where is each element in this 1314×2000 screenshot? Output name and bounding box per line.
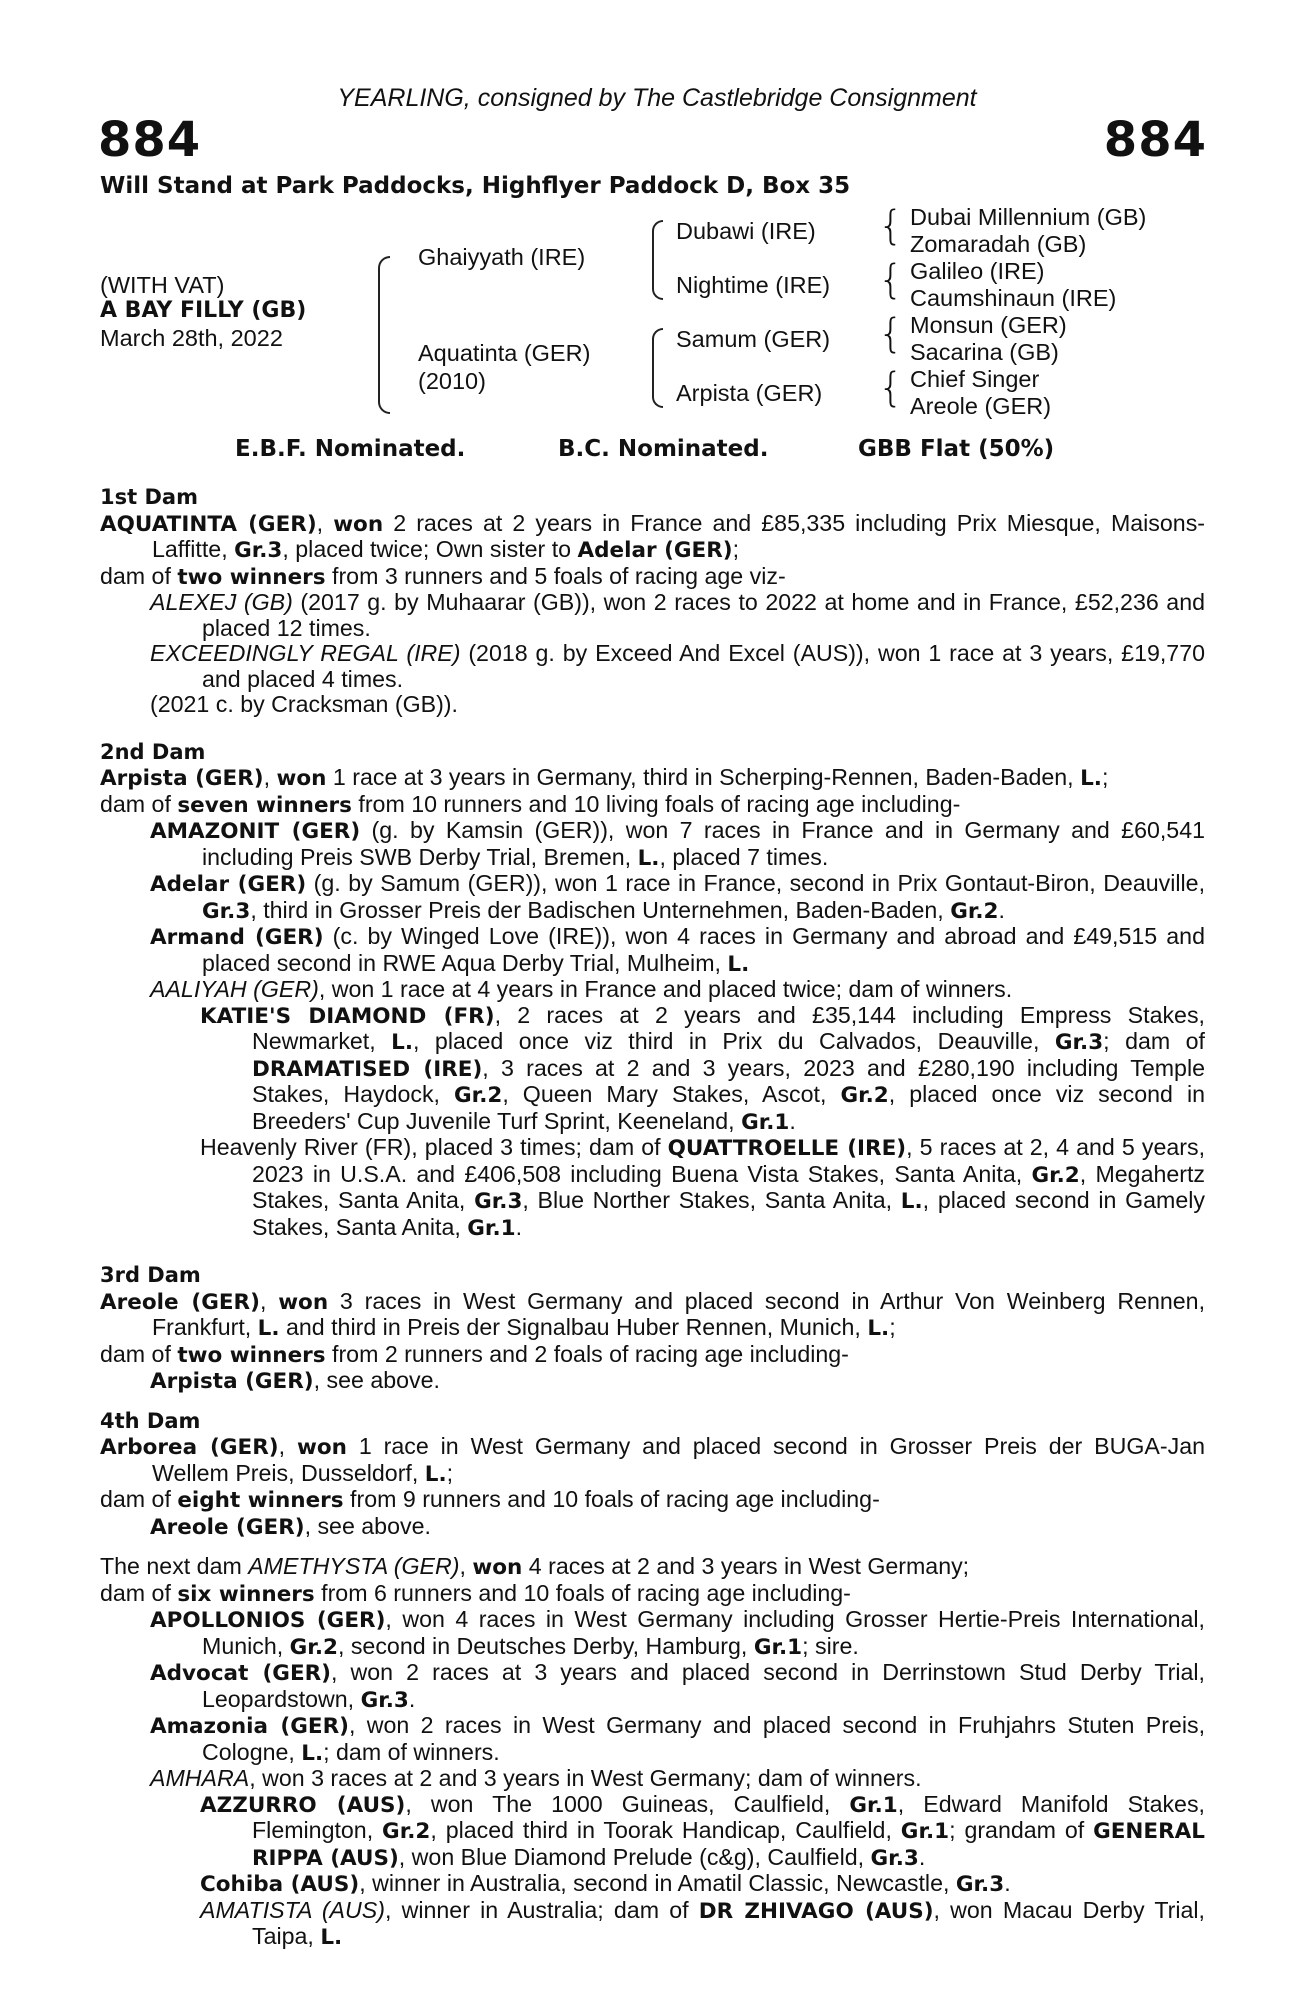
grade-gr1: Gr.1 — [741, 1109, 790, 1135]
sire-sire: Dubawi (IRE) — [676, 218, 816, 244]
progeny-text: (2017 g. by Muhaarar (GB)), won 2 races to 2022 at home and in France, £52,236 and placed 12 times. — [202, 589, 1205, 641]
winners-count: eight winners — [177, 1488, 344, 1513]
progeny-areole-ref — [100, 1514, 1205, 1541]
first-dam-name: AQUATINTA (GER) — [100, 511, 317, 537]
consignor-line: YEARLING, consigned by The Castlebridge Consignment — [337, 84, 977, 112]
progeny-name: Advocat (GER) — [150, 1661, 332, 1686]
grade-gr3: Gr.3 — [870, 1845, 919, 1871]
winners-count: two winners — [177, 564, 326, 590]
gen3-1: Dubai Millennium (GB) — [910, 204, 1147, 230]
winners-count: two winners — [177, 1342, 326, 1368]
next-dam-entry — [100, 1554, 1205, 1581]
third-dam-summary — [100, 1342, 1205, 1369]
bc-nomination: B.C. Nominated. — [558, 436, 769, 462]
dam-of: dam of — [100, 1340, 178, 1367]
dam-name: Aquatinta (GER) — [418, 340, 591, 366]
vat-note: (WITH VAT) — [100, 272, 225, 298]
fourth-dam-line1: 1 race in West Germany and placed second in Grosser Preis der BUGA-Jan Wellem Preis, Dusseldorf, — [152, 1433, 1205, 1486]
progeny-name: APOLLONIOS (GER) — [150, 1608, 386, 1633]
fourth-dam-summary — [100, 1487, 1205, 1514]
lot-number-left: 884 — [98, 112, 202, 168]
third-dam-heading: 3rd Dam — [100, 1263, 201, 1287]
first-dam-summary — [100, 564, 1205, 591]
punct: ; — [732, 536, 740, 562]
next-dam-summary — [100, 1581, 1205, 1608]
grade-listed: L. — [301, 1740, 324, 1766]
grade-gr2: Gr.2 — [454, 1083, 503, 1108]
progeny-text: , placed second in Gamely Stakes, Santa Anita, — [252, 1187, 1206, 1240]
progeny-text: , won 2 races in West Germany and placed second in Fruhjahrs Stuten Preis, Cologne, — [202, 1712, 1206, 1765]
gen3-2: Zomaradah (GB) — [910, 231, 1087, 257]
won-label: won — [276, 766, 327, 791]
progeny-text: ; dam of winners. — [323, 1738, 500, 1765]
progeny-name: QUATTROELLE (IRE) — [667, 1136, 907, 1161]
progeny-text: ; sire. — [802, 1632, 859, 1659]
progeny-text: ; grandam of — [949, 1817, 1094, 1843]
gen3-6: Sacarina (GB) — [910, 339, 1059, 365]
progeny-name: AMHARA — [150, 1765, 250, 1791]
progeny-text: , see above. — [304, 1512, 431, 1539]
stand-location: Will Stand at Park Paddocks, Highflyer Paddock D, Box 35 — [100, 173, 851, 199]
grade-gr3: Gr.3 — [955, 1872, 1005, 1897]
grade-gr2: Gr.2 — [382, 1819, 431, 1844]
fourth-dam-heading: 4th Dam — [100, 1408, 201, 1433]
grade-gr2: Gr.2 — [840, 1083, 889, 1108]
grade-listed: L. — [391, 1030, 414, 1055]
gen3-8: Areole (GER) — [910, 393, 1052, 419]
grade-gr2: Gr.2 — [289, 1634, 338, 1660]
progeny-text: (c. by Winged Love (IRE)), won 4 races in Germany and abroad and £49,515 and placed second in RWE Aqua Derby Trial, Mulheim, — [202, 923, 1205, 976]
first-dam-line1: 2 races at 2 years in France and £85,335 including Prix Miesque, Maisons-Laffitte, — [152, 509, 1206, 562]
punct: , — [459, 1553, 473, 1579]
grade-gr2: Gr.2 — [950, 898, 999, 924]
progeny-text: , won 1 race at 4 years in France and placed twice; dam of winners. — [318, 976, 1013, 1002]
second-dam-summary — [100, 792, 1205, 819]
third-dam-line1: 3 races in West Germany and placed second in Arthur Von Weinberg Rennen, Frankfurt, — [152, 1287, 1206, 1340]
progeny-arpista-ref — [100, 1368, 1205, 1395]
progeny-amazonit — [100, 818, 1205, 871]
next-dam-intro: The next dam — [100, 1553, 249, 1579]
grade-gr1: Gr.1 — [900, 1819, 950, 1844]
grade-listed: L. — [320, 1925, 343, 1950]
grade-gr3: Gr.3 — [474, 1189, 523, 1214]
grade-gr3: Gr.3 — [360, 1687, 409, 1713]
punct: . — [515, 1213, 523, 1240]
gbb-flat: GBB Flat (50%) — [858, 436, 1055, 462]
progeny-name: DRAMATISED (IRE) — [252, 1056, 483, 1082]
gen3-5: Monsun (GER) — [910, 312, 1067, 338]
third-dam-line1b: and third in Preis der Signalbau Huber Rennen, Munich, — [279, 1314, 868, 1340]
dam-sire: Samum (GER) — [676, 326, 831, 352]
dam-year: (2010) — [418, 368, 486, 394]
foaling-date: March 28th, 2022 — [100, 325, 283, 351]
second-dam-line1: 1 race at 3 years in Germany, third in Scherping-Rennen, Baden-Baden, — [326, 764, 1081, 790]
progeny-text: , won Blue Diamond Prelude (c&g), Caulfield, — [398, 1843, 871, 1870]
punct: ; — [1101, 764, 1109, 790]
dam-of-rest: from 3 runners and 5 foals of racing age viz- — [325, 562, 786, 589]
grade-listed: L. — [637, 845, 660, 871]
progeny-name: AMATISTA (AUS) — [200, 1896, 385, 1923]
progeny-name: DR ZHIVAGO (AUS) — [698, 1898, 934, 1924]
progeny-amazonia — [100, 1713, 1205, 1766]
progeny-text: , placed 7 times. — [659, 843, 829, 870]
adelar-ref: Adelar (GER) — [577, 538, 733, 563]
pedigree-bracket-dam — [652, 328, 663, 408]
pedigree-bracket-sire — [652, 220, 663, 300]
progeny-heavenly-river — [100, 1135, 1205, 1241]
progeny-text: , third in Grosser Preis der Badischen Unternehmen, Baden-Baden, — [250, 896, 951, 923]
progeny-text: , won 4 races in West Germany including Grosser Hertie-Preis International, Munich, — [202, 1606, 1205, 1659]
gen3-4: Caumshinaun (IRE) — [910, 285, 1117, 311]
dam-of-rest: from 9 runners and 10 foals of racing age including- — [343, 1486, 880, 1512]
progeny-text: (g. by Kamsin (GER)), won 7 races in France and in Germany and £60,541 including Preis SWB Derby Trial, Bremen, — [202, 817, 1205, 870]
dam-of-rest: from 10 runners and 10 living foals of racing age including- — [351, 790, 961, 817]
progeny-text: , Queen Mary Stakes, Ascot, — [502, 1081, 841, 1107]
winners-count: six winners — [177, 1581, 315, 1607]
progeny-name: Armand (GER) — [150, 925, 324, 950]
grade-gr3: Gr.3 — [202, 898, 251, 924]
progeny-text: , second in Deutsches Derby, Hamburg, — [337, 1632, 754, 1659]
brace-3: { — [878, 311, 904, 357]
progeny-name: Areole (GER) — [150, 1514, 305, 1540]
won-label: won — [278, 1289, 329, 1315]
progeny-name: Arpista (GER) — [150, 1369, 314, 1394]
progeny-text: , 2 races at 2 years and £35,144 including Empress Stakes, Newmarket, — [252, 1001, 1205, 1054]
progeny-azzurro — [100, 1792, 1205, 1872]
progeny-text: (2018 g. by Exceed And Excel (AUS)), won 1 race at 3 years, £19,770 and placed 4 times. — [202, 640, 1205, 692]
punct: . — [998, 896, 1005, 923]
progeny-katies-diamond — [100, 1003, 1205, 1136]
gen3-3: Galileo (IRE) — [910, 258, 1045, 284]
sire-name: Ghaiyyath (IRE) — [418, 244, 586, 270]
third-dam-name: Areole (GER) — [100, 1289, 260, 1315]
brace-1: { — [878, 203, 904, 249]
progeny-name: EXCEEDINGLY REGAL (IRE) — [150, 640, 461, 666]
dam-of: dam of — [100, 1486, 178, 1512]
dam-of: dam of — [100, 790, 178, 817]
punct: . — [789, 1107, 796, 1134]
third-dam-entry: Areole (GER), won 3 races in West Germany and placed second in Arthur Von Weinberg Rennen, Frankfurt, L. and third in Preis der Signalbau Huber Rennen, Munich, L.; — [100, 1287, 1206, 1341]
progeny-name: AMAZONIT (GER) — [150, 819, 361, 844]
first-dam-line1b: , placed twice; Own sister to — [282, 536, 578, 562]
progeny-text: , Blue Norther Stakes, Santa Anita, — [522, 1187, 901, 1213]
progeny-name: AALIYAH (GER) — [150, 976, 319, 1002]
progeny-aaliyah — [100, 977, 1205, 1003]
progeny-text: , won The 1000 Guineas, Caulfield, — [405, 1790, 850, 1817]
progeny-name: AZZURRO (AUS) — [200, 1792, 406, 1818]
grade-gr1: Gr.1 — [849, 1792, 898, 1818]
ebf-nomination: E.B.F. Nominated. — [235, 436, 466, 462]
progeny-cohiba — [100, 1871, 1205, 1898]
produce-record — [100, 485, 1205, 1951]
grade-gr2: Gr.2 — [1031, 1162, 1080, 1188]
progeny-amatista — [100, 1898, 1205, 1951]
grade-gr1: Gr.1 — [753, 1634, 803, 1660]
second-dam-name: Arpista (GER) — [100, 766, 264, 791]
dam-dam: Arpista (GER) — [676, 380, 823, 406]
progeny-text: , won 2 races at 3 years and placed second in Derrinstown Stud Derby Trial, Leopardstown, — [202, 1659, 1205, 1712]
progeny-adelar — [100, 871, 1205, 924]
grade-gr3: Gr.3 — [234, 538, 283, 563]
grade-listed: L. — [1080, 766, 1102, 791]
progeny-name: Amazonia (GER) — [150, 1714, 349, 1739]
progeny-text: , see above. — [313, 1367, 440, 1393]
progeny-text: , won 3 races at 2 and 3 years in West Germany; dam of winners. — [249, 1765, 922, 1791]
progeny-apollonios — [100, 1607, 1205, 1660]
next-dam-line1: 4 races at 2 and 3 years in West Germany; — [522, 1553, 970, 1579]
grade-listed: L. — [867, 1316, 890, 1341]
dam-of-rest: from 2 runners and 2 foals of racing age including- — [325, 1340, 849, 1367]
progeny-text: Heavenly River (FR), placed 3 times; dam of — [200, 1134, 668, 1160]
horse-name: A BAY FILLY (GB) — [100, 298, 307, 323]
won-label: won — [333, 511, 384, 537]
progeny-text: , placed third in Toorak Handicap, Caulfield, — [430, 1817, 901, 1843]
progeny-name: Cohiba (AUS) — [200, 1872, 360, 1897]
progeny-name: GENERAL RIPPA (AUS) — [252, 1819, 1206, 1871]
winners-count: seven winners — [177, 792, 352, 818]
punct: . — [408, 1685, 416, 1712]
progeny-text: , placed once viz third in Prix du Calvados, Deauville, — [413, 1028, 1055, 1054]
progeny-armand — [100, 924, 1205, 977]
punct: . — [918, 1843, 926, 1870]
progeny-name: ALEXEJ (GB) — [150, 589, 293, 615]
fourth-dam-entry: Arborea (GER), won 1 race in West Germany and placed second in Grosser Preis der BUGA-Jan Wellem Preis, Dusseldorf, L.; — [100, 1433, 1205, 1487]
grade-listed: L. — [257, 1316, 280, 1341]
brace-2: { — [878, 257, 904, 303]
progeny-text: , 3 races at 2 and 3 years, 2023 and £280,190 including Temple Stakes, Haydock, — [252, 1054, 1205, 1107]
first-dam-heading: 1st Dam — [100, 485, 198, 509]
dam-of: dam of — [100, 562, 178, 589]
sire-dam: Nightime (IRE) — [676, 272, 831, 298]
brace-4: { — [878, 365, 904, 411]
progeny-text: , winner in Australia, second in Amatil Classic, Newcastle, — [359, 1870, 956, 1896]
progeny-advocat — [100, 1660, 1205, 1713]
progeny-text: ; dam of — [1103, 1028, 1205, 1054]
grade-listed: L. — [900, 1189, 923, 1214]
dam-of-rest: from 6 runners and 10 foals of racing age including- — [314, 1579, 851, 1606]
progeny-text: (g. by Samum (GER)), won 1 race in France, second in Prix Gontaut-Biron, Deauville, — [306, 870, 1206, 896]
pedigree-bracket-1 — [378, 256, 390, 414]
progeny-text: , won Macau Derby Trial, Taipa, — [252, 1896, 1205, 1949]
dam-of: dam of — [100, 1579, 178, 1606]
progeny-name: KATIE'S DIAMOND (FR) — [200, 1003, 495, 1029]
progeny-text: , placed once viz second in Breeders' Cup Juvenile Turf Sprint, Keeneland, — [252, 1081, 1205, 1134]
progeny-alexej — [100, 590, 1205, 641]
grade-listed: L. — [727, 951, 750, 977]
fourth-dam-name: Arborea (GER) — [100, 1435, 279, 1460]
progeny-text: , 5 races at 2, 4 and 5 years, 2023 in U.S.A. and £406,508 including Buena Vista Stakes, Santa Anita, — [252, 1134, 1206, 1187]
progeny-amhara — [100, 1766, 1205, 1792]
progeny-exceedingly-regal — [100, 641, 1205, 692]
gen3-7: Chief Singer — [910, 366, 1040, 392]
next-dam-name: AMETHYSTA (GER) — [248, 1553, 460, 1579]
progeny-2021-colt: (2021 c. by Cracksman (GB)). — [150, 691, 458, 717]
progeny-text: , Edward Manifold Stakes, Flemington, — [252, 1790, 1205, 1843]
progeny-text: , winner in Australia; dam of — [384, 1896, 699, 1923]
grade-gr1: Gr.1 — [467, 1215, 516, 1241]
punct: . — [1004, 1870, 1011, 1896]
progeny-name: Adelar (GER) — [150, 872, 307, 897]
grade-listed: L. — [424, 1461, 447, 1487]
progeny-text: , Megahertz Stakes, Santa Anita, — [252, 1160, 1206, 1213]
second-dam-entry: Arpista (GER), won 1 race at 3 years in Germany, third in Scherping-Rennen, Baden-Baden, L.; — [100, 764, 1109, 791]
first-dam-entry: AQUATINTA (GER), won 2 races at 2 years in France and £85,335 including Prix Miesque, Maisons-Laffitte, Gr.3, placed twice; Own sister to Adelar (GER); — [100, 509, 1206, 563]
won-label: won — [472, 1555, 523, 1580]
lot-number-right: 884 — [1103, 112, 1207, 168]
second-dam-heading: 2nd Dam — [100, 739, 206, 764]
won-label: won — [296, 1435, 347, 1460]
grade-gr3: Gr.3 — [1054, 1030, 1104, 1055]
